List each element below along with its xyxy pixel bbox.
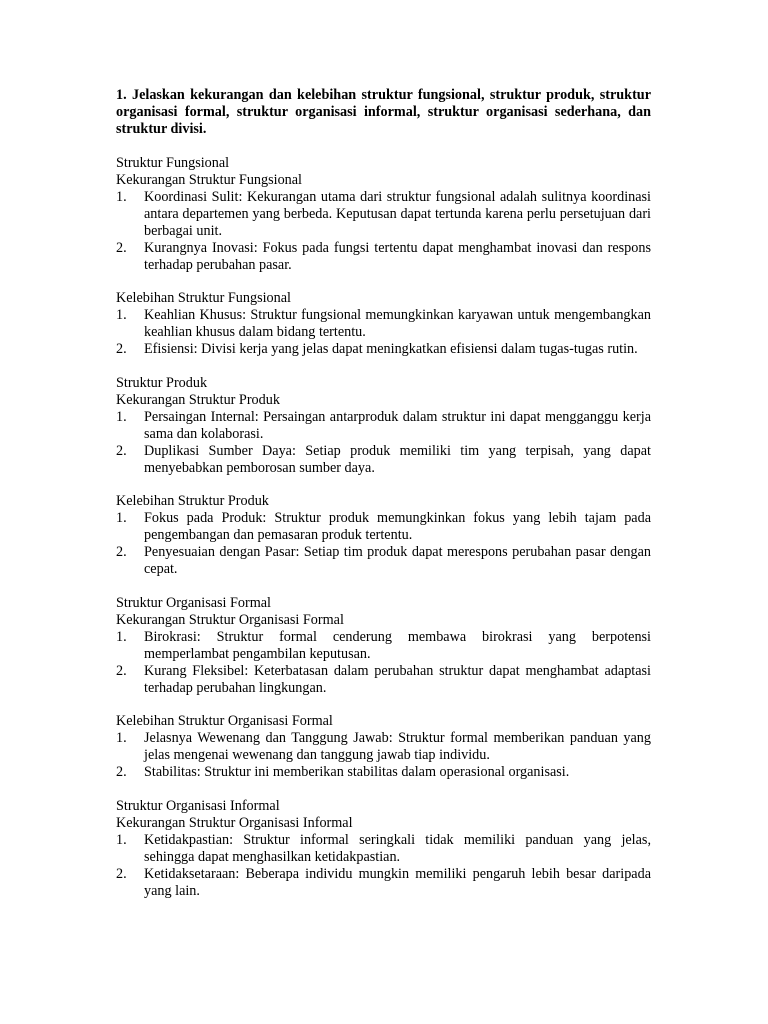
list-item-text: Kurang Fleksibel: Keterbatasan dalam perubahan struktur dapat menghambat adaptasi terhadap perubahan lingkungan. (144, 662, 651, 696)
list-item-number: 2. (116, 544, 127, 560)
section-title: Struktur Fungsional (116, 154, 230, 171)
list-item (116, 832, 651, 866)
list-item-number: 1. (116, 408, 127, 425)
section-title: Struktur Organisasi Informal (116, 797, 280, 814)
list-item (116, 866, 651, 900)
list-item (116, 307, 651, 341)
section-subtitle: Kelebihan Struktur Organisasi Formal (116, 713, 333, 729)
list-item-number: 2. (116, 239, 127, 256)
list-item (116, 764, 651, 781)
list-item-text: Kurangnya Inovasi: Fokus pada fungsi tertentu dapat menghambat inovasi dan respons terhadap perubahan pasar. (144, 239, 651, 273)
numbered-list (116, 510, 651, 578)
section-block (116, 798, 651, 900)
list-item-number: 2. (116, 662, 127, 679)
list-item (116, 629, 651, 663)
list-item (116, 730, 651, 764)
section-subtitle: Kekurangan Struktur Produk (116, 391, 280, 408)
section-subtitle: Kelebihan Struktur Produk (116, 493, 269, 509)
list-item-text: Birokrasi: Struktur formal cenderung membawa birokrasi yang berpotensi memperlambat pengambilan keputusan. (144, 628, 651, 662)
list-item (116, 240, 651, 274)
section-block (116, 595, 651, 697)
list-item (116, 341, 651, 358)
list-item (116, 544, 651, 578)
list-item-number: 1. (116, 188, 127, 205)
numbered-list (116, 189, 651, 274)
section-block (116, 493, 651, 578)
sections-container (116, 155, 651, 900)
section-subtitle: Kekurangan Struktur Organisasi Informal (116, 814, 353, 831)
question-heading: 1. Jelaskan kekurangan dan kelebihan struktur fungsional, struktur produk, struktur organisasi formal, struktur organisasi informal, struktur organisasi sederhana, dan struktur divisi. (116, 87, 651, 137)
numbered-list (116, 832, 651, 900)
list-item-text: Duplikasi Sumber Daya: Setiap produk memiliki tim yang terpisah, yang dapat menyebabkan pemborosan sumber daya. (144, 442, 651, 476)
list-item-number: 2. (116, 442, 127, 459)
list-item-number: 2. (116, 341, 127, 357)
list-item-number: 1. (116, 628, 127, 645)
list-item-number: 2. (116, 865, 127, 882)
list-item-text: Jelasnya Wewenang dan Tanggung Jawab: Struktur formal memberikan panduan yang jelas mengenai wewenang dan tanggung jawab tiap individu. (144, 730, 651, 763)
section-title: Struktur Produk (116, 374, 208, 391)
list-item-text: Fokus pada Produk: Struktur produk memungkinkan fokus yang lebih tajam pada pengembangan dan pemasaran produk tertentu. (144, 510, 651, 543)
list-item-number: 2. (116, 764, 127, 780)
list-item-text: Ketidaksetaraan: Beberapa individu mungkin memiliki pengaruh lebih besar daripada yang lain. (144, 865, 651, 899)
section-block (116, 375, 651, 477)
list-item-number: 1. (116, 831, 127, 848)
list-item-text: Persaingan Internal: Persaingan antarproduk dalam struktur ini dapat mengganggu kerja sama dan kolaborasi. (144, 408, 651, 442)
list-item (116, 409, 651, 443)
list-item-number: 1. (116, 510, 127, 526)
section-subtitle: Kekurangan Struktur Fungsional (116, 171, 302, 188)
list-item-text: Ketidakpastian: Struktur informal seringkali tidak memiliki panduan yang jelas, sehingga dapat menghasilkan ketidakpastian. (144, 831, 651, 865)
list-item-text: Stabilitas: Struktur ini memberikan stabilitas dalam operasional organisasi. (144, 764, 570, 780)
list-item (116, 510, 651, 544)
list-item (116, 189, 651, 240)
numbered-list (116, 307, 651, 358)
list-item-number: 1. (116, 730, 127, 746)
section-block (116, 713, 651, 781)
list-item-text: Efisiensi: Divisi kerja yang jelas dapat meningkatkan efisiensi dalam tugas-tugas rutin. (144, 341, 638, 357)
list-item (116, 443, 651, 477)
section-subtitle: Kekurangan Struktur Organisasi Formal (116, 611, 344, 628)
section-title: Struktur Organisasi Formal (116, 594, 272, 611)
numbered-list (116, 409, 651, 477)
numbered-list (116, 730, 651, 781)
section-block (116, 155, 651, 274)
list-item (116, 663, 651, 697)
list-item-text: Koordinasi Sulit: Kekurangan utama dari struktur fungsional adalah sulitnya koordinasi antara departemen yang berbeda. Keputusan dapat tertunda karena perlu persetujuan dari berbagai unit. (144, 188, 651, 239)
list-item-number: 1. (116, 307, 127, 323)
section-block (116, 290, 651, 358)
numbered-list (116, 629, 651, 697)
section-subtitle: Kelebihan Struktur Fungsional (116, 290, 291, 306)
list-item-text: Penyesuaian dengan Pasar: Setiap tim produk dapat merespons perubahan pasar dengan cepat. (144, 544, 651, 577)
list-item-text: Keahlian Khusus: Struktur fungsional memungkinkan karyawan untuk mengembangkan keahlian khusus dalam bidang tertentu. (144, 307, 651, 340)
